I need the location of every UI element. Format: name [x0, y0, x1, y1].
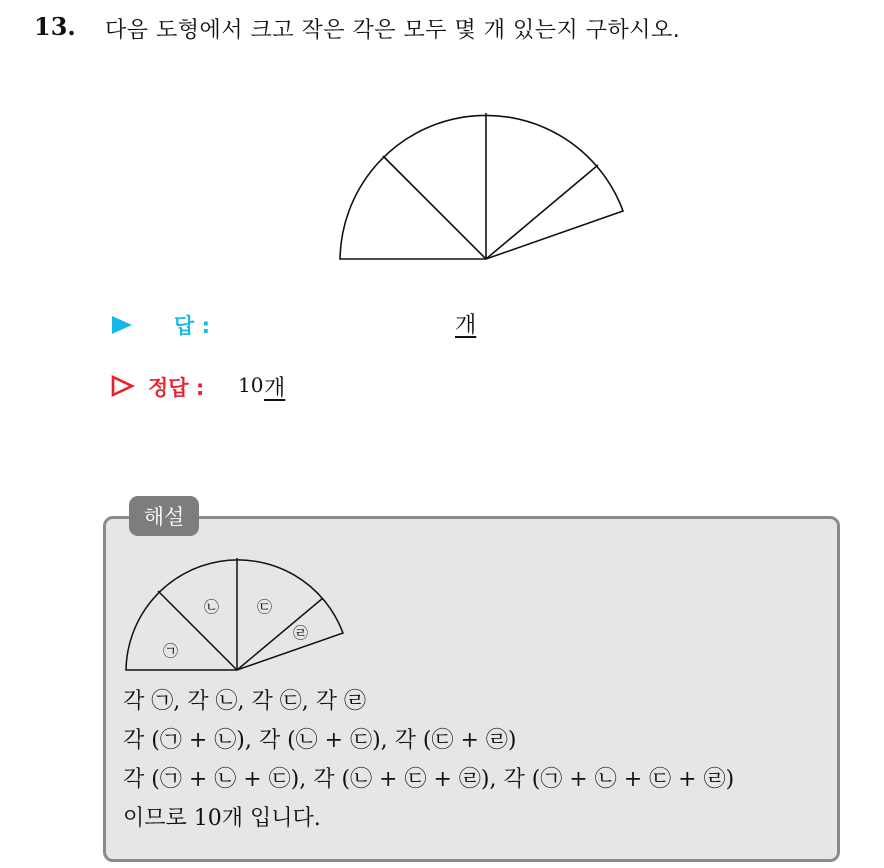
correct-answer-value: 10 — [238, 373, 264, 397]
answer-label: 답 : — [174, 314, 210, 338]
angle-label-3: ㉢ — [257, 598, 273, 616]
correct-answer-label: 정답 : — [148, 376, 205, 400]
question-text: 다음 도형에서 크고 작은 각은 모두 몇 개 있는지 구하시오. — [105, 18, 681, 43]
solution-figure — [118, 550, 358, 678]
outline-arrow-icon — [110, 374, 136, 398]
angle-label-1: ㉠ — [163, 642, 179, 660]
answer-unit: 개 — [455, 313, 477, 338]
answer-row — [110, 310, 510, 342]
angle-label-2: ㉡ — [204, 598, 220, 616]
angle-label-4: ㉣ — [293, 624, 309, 642]
question-number: 13. — [34, 12, 76, 41]
solution-line-3: 각 (㉠ + ㉡ + ㉢), 각 (㉡ + ㉢ + ㉣), 각 (㉠ + ㉡ + ㉢ + ㉣) — [123, 767, 735, 792]
solution-line-2: 각 (㉠ + ㉡), 각 (㉡ + ㉢), 각 (㉢ + ㉣) — [123, 728, 517, 753]
correct-answer-unit: 개 — [264, 376, 286, 401]
main-figure — [330, 105, 640, 270]
solution-line-4: 이므로 10개 입니다. — [123, 806, 321, 831]
play-arrow-icon — [110, 314, 134, 336]
correct-answer-row — [110, 371, 410, 405]
solution-tab: 해설 — [129, 496, 199, 536]
solution-line-1: 각 ㉠, 각 ㉡, 각 ㉢, 각 ㉣ — [123, 689, 366, 714]
